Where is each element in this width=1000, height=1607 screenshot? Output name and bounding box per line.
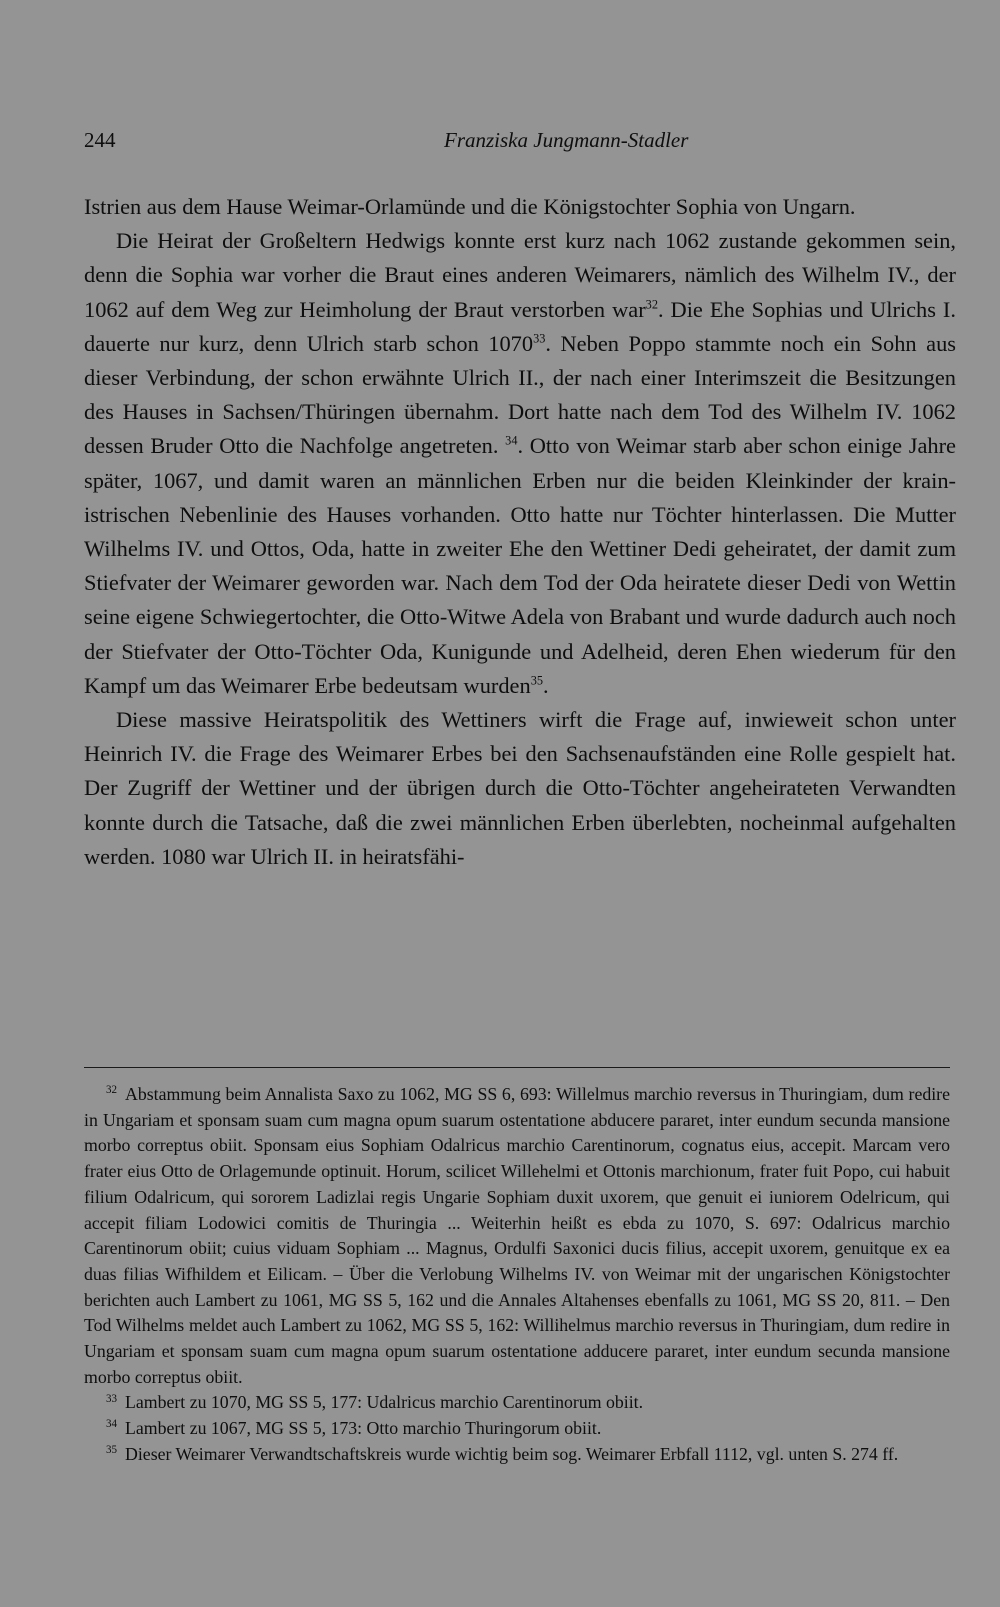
footnote-ref-32[interactable]: 32 (645, 297, 658, 312)
footnote-text: Dieser Weimarer Verwandtschaftskreis wurde wichtig beim sog. Weimarer Erbfall 1112, vgl. unten S. 274 ff. (125, 1443, 899, 1464)
paragraph-2-part-a: Die Heirat der Großeltern Hedwigs konnte erst kurz nach 1062 zustande gekommen sein, denn die Sophia war vorher die Braut eines anderen Weimarers, nämlich des Wilhelm IV., der 1062 auf dem Weg zur Heimholung der Braut verstorben war (84, 228, 956, 322)
main-text (84, 190, 956, 874)
footnote-text: Abstammung beim Annalista Saxo zu 1062, MG SS 6, 693: Willelmus marchio reversus in Thuringiam, dum redire in Ungariam et sponsam suam cum magna opum suarum ostentatione abducere pararet, inter eundum secunda mansione morbo correptus obiit. Sponsam eius Sophiam Odalricus marchio Carentinorum, cognatus eius, accepit. Marcam vero frater eius Otto de Orlagemunde optinuit. Horum, scilicet Willehelmi et Ottonis marchionum, frater fuit Popo, cui habuit filium Odalricum, qui sororem Ladizlai regis Ungarie Sophiam duxit uxorem, que genuit ei iuniorem Odelricum, qui accepit filiam Lodowici comitis de Thuringia ... Weiterhin heißt es ebda zu 1070, S. 697: Odalricus marchio Carentinorum obiit; cuius viduam Sophiam ... Magnus, Ordulfi Saxonici ducis filius, accepit uxorem, genuitque ex ea duas filias Wifhildem et Eilicam. – Über die Verlobung Wilhelms IV. von Weimar mit der ungarischen Königstochter berichten auch Lambert zu 1061, MG SS 5, 162 und die Annales Altahenses ebenfalls zu 1061, MG SS 20, 811. – Den Tod Wilhelms meldet auch Lambert zu 1062, MG SS 5, 162: Willihelmus marchio reversus in Thuringiam, dum redire in Ungariam et sponsam suam cum magna opum suarum ostentatione adducere pararet, inter eundum secunda mansione morbo correptus obiit. (84, 1084, 950, 1387)
paragraph-3: Diese massive Heiratspolitik des Wettiners wirft die Frage auf, inwieweit schon unter Heinrich IV. die Frage des Weimarer Erbes bei den Sachsenaufständen eine Rolle gespielt hat. Der Zugriff der Wettiner und der übrigen durch die Otto-Töchter angeheirateten Verwandten konnte durch die Tatsache, daß die zwei männlichen Erben überlebten, nocheinmal aufgehalten werden. 1080 war Ulrich II. in heiratsfähi- (84, 707, 956, 869)
footnote-number: 35 (106, 1443, 118, 1456)
footnote-ref-33[interactable]: 33 (533, 331, 546, 346)
footnote-34 (84, 1416, 950, 1442)
footnote-divider (84, 1067, 950, 1068)
footnote-ref-35[interactable]: 35 (530, 673, 543, 688)
paragraph-2-part-d: . Otto von Weimar starb aber schon einige Jahre später, 1067, und damit waren an männlichen Erben nur die beiden Kleinkinder der krain-istrischen Nebenlinie des Hauses vorhanden. Otto hatte nur Töchter hinterlassen. Die Mutter Wilhelms IV. und Ottos, Oda, hatte in zweiter Ehe den Wettiner Dedi geheiratet, der damit zum Stiefvater der Weimarer geworden war. Nach dem Tod der Oda heiratete dieser Dedi von Wettin seine eigene Schwiegertochter, die Otto-Witwe Adela von Brabant und wurde dadurch auch noch der Stiefvater der Otto-Töchter Oda, Kunigunde und Adelheid, deren Ehen wiederum für den Kampf um das Weimarer Erbe bedeutsam wurden (84, 433, 956, 698)
footnote-ref-34[interactable]: 34 (505, 433, 518, 448)
paragraph-2-part-b: . Die Ehe Sophias und Ulrichs I. dauerte nur kurz, denn Ulrich starb schon 1070 (84, 296, 956, 356)
paragraph-1: Istrien aus dem Hause Weimar-Orlamünde und die Königstochter Sophia von Ungarn. (84, 194, 856, 219)
footnote-number: 32 (106, 1084, 118, 1097)
running-head: Franziska Jungmann-Stadler (444, 128, 689, 152)
paragraph-2-part-e: . (543, 672, 549, 698)
footnotes (84, 1082, 950, 1468)
paragraph-2 (84, 224, 956, 703)
footnote-33 (84, 1390, 950, 1416)
footnote-text: Lambert zu 1067, MG SS 5, 173: Otto marchio Thuringorum obiit. (125, 1418, 602, 1439)
footnote-number: 33 (106, 1392, 118, 1405)
paragraph-2-part-c: . Neben Poppo stammte noch ein Sohn aus dieser Verbindung, der schon erwähnte Ulrich II., der nach einer Interimszeit die Besitzungen des Hauses in Sachsen/Thüringen übernahm. Dort hatte nach dem Tod des Wilhelm IV. 1062 dessen Bruder Otto die Nachfolge angetreten. (84, 330, 956, 459)
footnote-text: Lambert zu 1070, MG SS 5, 177: Udalricus marchio Carentinorum obiit. (125, 1392, 644, 1413)
page-number: 244 (84, 128, 116, 152)
footnote-32 (84, 1082, 950, 1390)
footnote-35 (84, 1442, 950, 1468)
page-header (84, 128, 904, 158)
footnote-number: 34 (106, 1418, 118, 1431)
